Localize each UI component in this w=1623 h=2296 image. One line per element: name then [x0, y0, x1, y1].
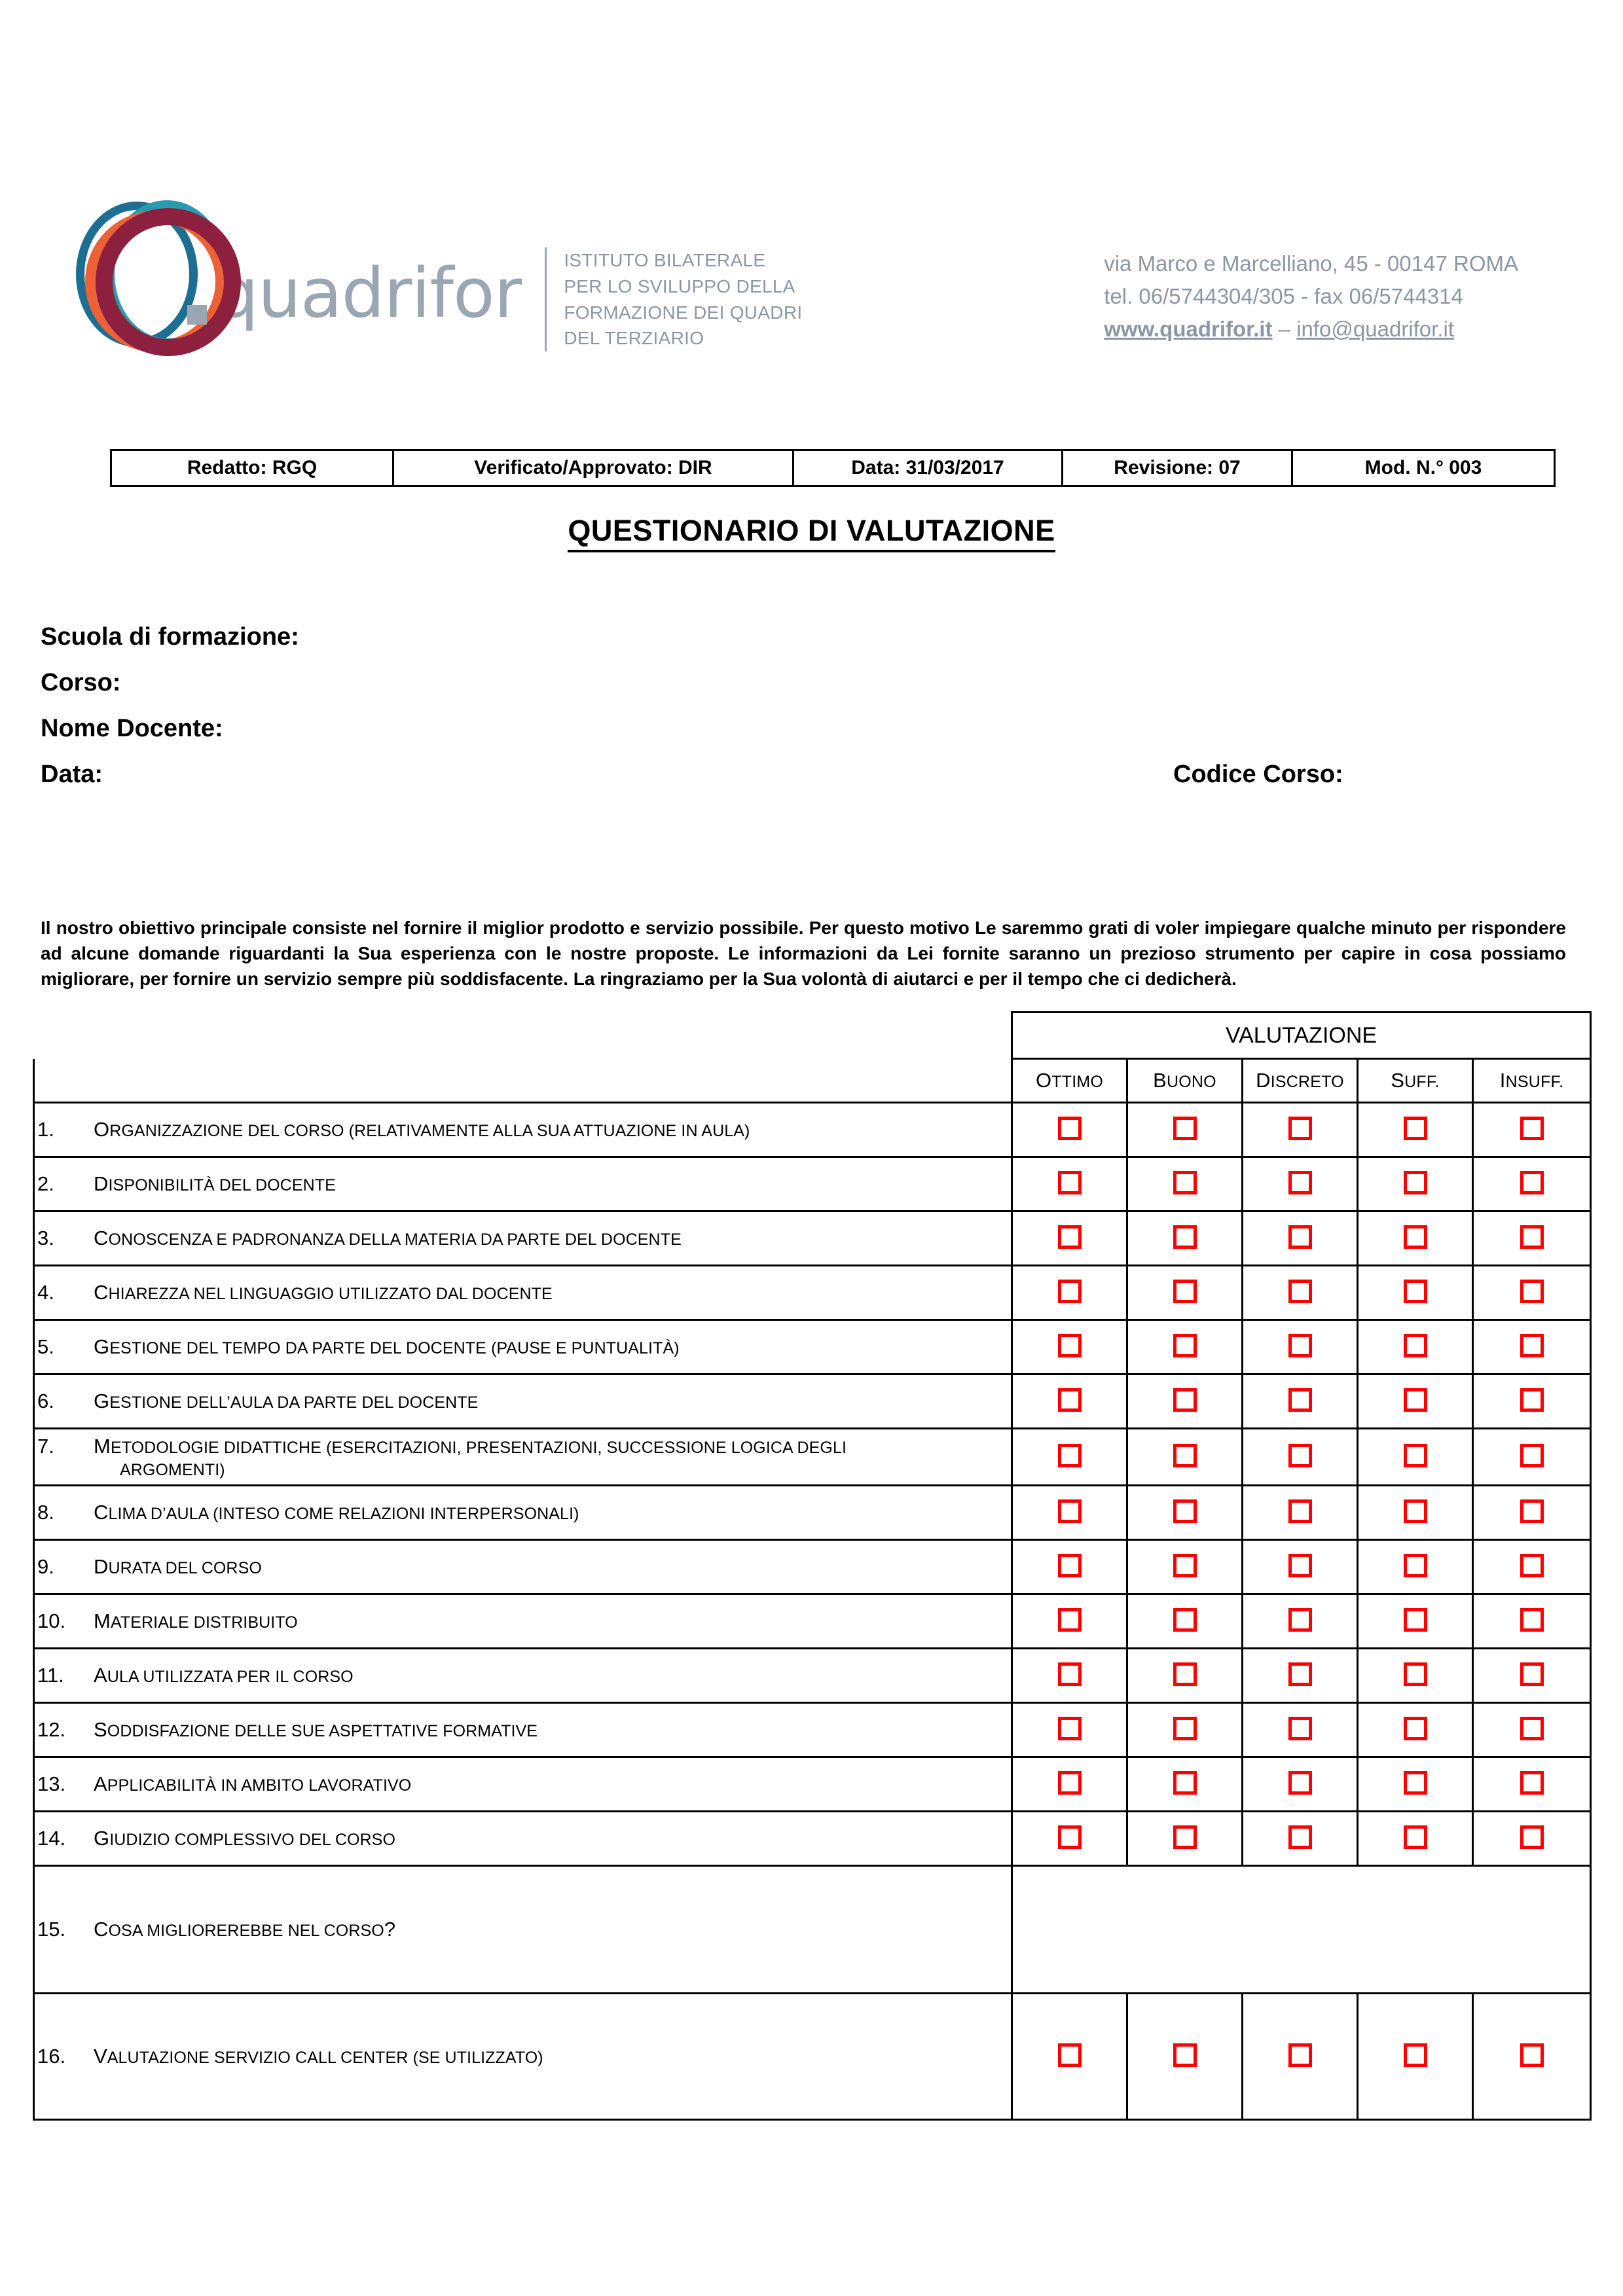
checkbox-suff[interactable]	[1404, 1771, 1427, 1795]
meta-modulo: Mod. N.° 003	[1292, 450, 1555, 486]
logo-rings-icon	[72, 196, 232, 350]
checkbox-insuff[interactable]	[1520, 1662, 1544, 1686]
checkbox-buono[interactable]	[1173, 1280, 1197, 1303]
checkbox-suff[interactable]	[1404, 1662, 1427, 1686]
question-text: CLIMA D’AULA (INTESO COME RELAZIONI INTERPERSONALI)	[94, 1500, 579, 1524]
checkbox-ottimo[interactable]	[1058, 1334, 1082, 1357]
question-cell-2	[34, 1157, 1012, 1211]
question-cell-7	[34, 1429, 1012, 1486]
question-cell-5	[34, 1320, 1012, 1374]
meta-redatto: Redatto: RGQ	[111, 450, 393, 486]
table-header-row	[34, 1059, 1591, 1103]
logo-tagline-line-2: PER LO SVILUPPO DELLA	[564, 276, 795, 296]
meta-data: Data: 31/03/2017	[793, 450, 1063, 486]
checkbox-discreto[interactable]	[1288, 1171, 1312, 1194]
field-data-row	[41, 761, 1573, 806]
checkbox-cell-buono[interactable]	[1127, 1757, 1243, 1812]
checkbox-cell-ottimo[interactable]	[1012, 1540, 1127, 1594]
logo-tagline-line-4: DEL TERZIARIO	[564, 328, 704, 349]
empty-corner-cell	[34, 1013, 1012, 1059]
checkbox-cell-ottimo[interactable]	[1012, 1266, 1127, 1320]
checkbox-cell-discreto[interactable]	[1243, 1211, 1358, 1266]
checkbox-ottimo[interactable]	[1058, 1771, 1082, 1795]
checkbox-cell-buono[interactable]	[1127, 1266, 1243, 1320]
question-number: 4.	[37, 1280, 54, 1304]
checkbox-cell-ottimo[interactable]	[1012, 1157, 1127, 1211]
checkbox-insuff[interactable]	[1520, 1444, 1544, 1467]
checkbox-suff[interactable]	[1404, 1225, 1427, 1249]
field-scuola-row	[41, 623, 1573, 669]
checkbox-discreto[interactable]	[1288, 1662, 1312, 1686]
table-row	[34, 1429, 1591, 1486]
question-column-header	[34, 1059, 1012, 1103]
checkbox-ottimo[interactable]	[1058, 1444, 1082, 1467]
checkbox-cell-buono[interactable]	[1127, 1540, 1243, 1594]
checkbox-cell-suff[interactable]	[1358, 1812, 1473, 1866]
checkbox-ottimo[interactable]	[1058, 1825, 1082, 1849]
checkbox-cell-discreto[interactable]	[1243, 1649, 1358, 1703]
checkbox-cell-insuff[interactable]	[1473, 1211, 1591, 1266]
table-row	[34, 1266, 1591, 1320]
checkbox-discreto[interactable]	[1288, 1334, 1312, 1357]
table-row	[34, 1103, 1591, 1157]
contact-address: via Marco e Marcelliano, 45 - 00147 ROMA	[1104, 251, 1518, 276]
checkbox-cell-ottimo[interactable]	[1012, 1703, 1127, 1757]
checkbox-cell-suff[interactable]	[1358, 1703, 1473, 1757]
checkbox-cell-insuff[interactable]	[1473, 1266, 1591, 1320]
checkbox-discreto[interactable]	[1288, 1444, 1312, 1467]
contact-phone: tel. 06/5744304/305 - fax 06/5744314	[1104, 284, 1463, 309]
checkbox-cell-discreto[interactable]	[1243, 1429, 1358, 1486]
checkbox-cell-buono[interactable]	[1127, 1812, 1243, 1866]
rating-column-insuff: INSUFF.	[1473, 1059, 1591, 1103]
checkbox-insuff[interactable]	[1520, 1388, 1544, 1412]
table-row	[34, 1866, 1591, 1994]
checkbox-insuff[interactable]	[1520, 1499, 1544, 1523]
contact-web-line	[1104, 313, 1518, 346]
checkbox-cell-ottimo[interactable]	[1012, 1320, 1127, 1374]
checkbox-cell-ottimo[interactable]	[1012, 1649, 1127, 1703]
question-text: MATERIALE DISTRIBUITO	[94, 1609, 298, 1632]
checkbox-cell-discreto[interactable]	[1243, 1812, 1358, 1866]
field-data-label: Data:	[41, 761, 103, 788]
checkbox-insuff[interactable]	[1520, 1717, 1544, 1740]
question-text: GESTIONE DELL’AULA DA PARTE DEL DOCENTE	[94, 1389, 479, 1412]
checkbox-cell-ottimo[interactable]	[1012, 1211, 1127, 1266]
checkbox-cell-insuff[interactable]	[1473, 1320, 1591, 1374]
checkbox-ottimo[interactable]	[1058, 2043, 1082, 2067]
question-number: 15.	[37, 1917, 66, 1941]
checkbox-insuff[interactable]	[1520, 2043, 1544, 2067]
checkbox-cell-ottimo[interactable]	[1012, 1757, 1127, 1812]
checkbox-ottimo[interactable]	[1058, 1225, 1082, 1249]
checkbox-cell-buono[interactable]	[1127, 1211, 1243, 1266]
checkbox-cell-buono[interactable]	[1127, 1486, 1243, 1540]
logo-tagline	[545, 247, 802, 351]
table-header-group-row	[34, 1013, 1591, 1059]
checkbox-discreto[interactable]	[1288, 1717, 1312, 1740]
question-cell-8	[34, 1486, 1012, 1540]
checkbox-ottimo[interactable]	[1058, 1499, 1082, 1523]
letterhead	[0, 0, 1623, 419]
checkbox-discreto[interactable]	[1288, 1388, 1312, 1412]
table-row	[34, 1757, 1591, 1812]
question-cell-13	[34, 1757, 1012, 1812]
checkbox-discreto[interactable]	[1288, 1280, 1312, 1303]
checkbox-cell-suff[interactable]	[1358, 1649, 1473, 1703]
checkbox-cell-ottimo[interactable]	[1012, 1103, 1127, 1157]
checkbox-suff[interactable]	[1404, 1280, 1427, 1303]
checkbox-buono[interactable]	[1173, 1388, 1197, 1412]
checkbox-ottimo[interactable]	[1058, 1662, 1082, 1686]
checkbox-cell-insuff[interactable]	[1473, 1649, 1591, 1703]
checkbox-cell-ottimo[interactable]	[1012, 1486, 1127, 1540]
checkbox-discreto[interactable]	[1288, 1554, 1312, 1577]
checkbox-ottimo[interactable]	[1058, 1280, 1082, 1303]
checkbox-cell-ottimo[interactable]	[1012, 1994, 1127, 2120]
logo-wordmark: quadrifor	[215, 253, 522, 333]
question-text: DURATA DEL CORSO	[94, 1554, 262, 1578]
checkbox-insuff[interactable]	[1520, 1608, 1544, 1632]
evaluation-table-body	[34, 1103, 1591, 2120]
checkbox-discreto[interactable]	[1288, 1499, 1312, 1523]
checkbox-cell-ottimo[interactable]	[1012, 1594, 1127, 1649]
checkbox-suff[interactable]	[1404, 1717, 1427, 1740]
checkbox-cell-discreto[interactable]	[1243, 1374, 1358, 1429]
checkbox-cell-buono[interactable]	[1127, 1320, 1243, 1374]
checkbox-ottimo[interactable]	[1058, 1388, 1082, 1412]
checkbox-ottimo[interactable]	[1058, 1717, 1082, 1740]
website-link[interactable]: www.quadrifor.it	[1104, 317, 1273, 342]
checkbox-discreto[interactable]	[1288, 1117, 1312, 1140]
checkbox-cell-suff[interactable]	[1358, 1429, 1473, 1486]
question-number: 11.	[37, 1663, 64, 1687]
checkbox-cell-buono[interactable]	[1127, 1103, 1243, 1157]
question-number: 16.	[37, 2044, 66, 2068]
checkbox-cell-buono[interactable]	[1127, 1594, 1243, 1649]
checkbox-cell-suff[interactable]	[1358, 1211, 1473, 1266]
checkbox-cell-buono[interactable]	[1127, 1374, 1243, 1429]
field-docente-row	[41, 715, 1573, 761]
checkbox-cell-suff[interactable]	[1358, 1266, 1473, 1320]
logo-tagline-line-3: FORMAZIONE DEI QUADRI	[564, 302, 803, 323]
question-number: 6.	[37, 1389, 54, 1412]
question-number: 12.	[37, 1717, 66, 1741]
valutazione-group-header: VALUTAZIONE	[1012, 1013, 1591, 1059]
checkbox-cell-discreto[interactable]	[1243, 1540, 1358, 1594]
checkbox-insuff[interactable]	[1520, 1117, 1544, 1140]
question-number: 2.	[37, 1172, 54, 1195]
checkbox-cell-discreto[interactable]	[1243, 1703, 1358, 1757]
checkbox-cell-buono[interactable]	[1127, 1429, 1243, 1486]
checkbox-buono[interactable]	[1173, 1771, 1197, 1795]
checkbox-buono[interactable]	[1173, 1225, 1197, 1249]
checkbox-cell-insuff[interactable]	[1473, 1994, 1591, 2120]
document-meta-table	[110, 449, 1556, 487]
checkbox-buono[interactable]	[1173, 2043, 1197, 2067]
checkbox-suff[interactable]	[1404, 1334, 1427, 1357]
rating-column-suff: SUFF.	[1358, 1059, 1473, 1103]
checkbox-buono[interactable]	[1173, 1334, 1197, 1357]
table-row	[34, 1374, 1591, 1429]
checkbox-cell-ottimo[interactable]	[1012, 1374, 1127, 1429]
table-row	[34, 1540, 1591, 1594]
question-number: 13.	[37, 1772, 66, 1795]
checkbox-insuff[interactable]	[1520, 1771, 1544, 1795]
checkbox-buono[interactable]	[1173, 1117, 1197, 1140]
checkbox-cell-suff[interactable]	[1358, 1103, 1473, 1157]
checkbox-cell-buono[interactable]	[1127, 1994, 1243, 2120]
field-codice-corso-label: Codice Corso:	[1173, 761, 1343, 788]
table-row	[34, 1703, 1591, 1757]
checkbox-discreto[interactable]	[1288, 1771, 1312, 1795]
checkbox-cell-discreto[interactable]	[1243, 1994, 1358, 2120]
checkbox-suff[interactable]	[1404, 1117, 1427, 1140]
question-number: 5.	[37, 1335, 54, 1358]
rating-column-discreto: DISCRETO	[1243, 1059, 1358, 1103]
checkbox-cell-suff[interactable]	[1358, 1486, 1473, 1540]
checkbox-insuff[interactable]	[1520, 1825, 1544, 1849]
question-cell-6	[34, 1374, 1012, 1429]
checkbox-discreto[interactable]	[1288, 1825, 1312, 1849]
checkbox-cell-suff[interactable]	[1358, 1320, 1473, 1374]
rating-column-ottimo: OTTIMO	[1012, 1059, 1127, 1103]
checkbox-cell-suff[interactable]	[1358, 1994, 1473, 2120]
question-cell-14	[34, 1812, 1012, 1866]
page-title-text: QUESTIONARIO DI VALUTAZIONE	[568, 514, 1055, 552]
field-corso-label: Corso:	[41, 669, 121, 696]
checkbox-suff[interactable]	[1404, 1825, 1427, 1849]
checkbox-cell-insuff[interactable]	[1473, 1594, 1591, 1649]
table-row	[34, 1157, 1591, 1211]
checkbox-cell-discreto[interactable]	[1243, 1757, 1358, 1812]
rating-column-buono: BUONO	[1127, 1059, 1243, 1103]
checkbox-cell-suff[interactable]	[1358, 1157, 1473, 1211]
checkbox-suff[interactable]	[1404, 1554, 1427, 1577]
table-row	[34, 1320, 1591, 1374]
checkbox-cell-insuff[interactable]	[1473, 1540, 1591, 1594]
question-number: 8.	[37, 1500, 54, 1524]
checkbox-discreto[interactable]	[1288, 1225, 1312, 1249]
question-number: 7.	[37, 1434, 54, 1458]
question-text: VALUTAZIONE SERVIZIO CALL CENTER (SE UTILIZZATO)	[94, 2044, 543, 2068]
checkbox-cell-suff[interactable]	[1358, 1594, 1473, 1649]
question-cell-1	[34, 1103, 1012, 1157]
question-cell-4	[34, 1266, 1012, 1320]
question-cell-3	[34, 1211, 1012, 1266]
question-text: ORGANIZZAZIONE DEL CORSO (RELATIVAMENTE ALLA SUA ATTUAZIONE IN AULA)	[94, 1117, 750, 1141]
checkbox-ottimo[interactable]	[1058, 1171, 1082, 1194]
checkbox-buono[interactable]	[1173, 1717, 1197, 1740]
question-number: 9.	[37, 1554, 54, 1578]
evaluation-table	[33, 1011, 1592, 2121]
checkbox-cell-discreto[interactable]	[1243, 1594, 1358, 1649]
checkbox-cell-insuff[interactable]	[1473, 1157, 1591, 1211]
question-text: CHIAREZZA NEL LINGUAGGIO UTILIZZATO DAL DOCENTE	[94, 1280, 553, 1304]
question-cell-11	[34, 1649, 1012, 1703]
checkbox-insuff[interactable]	[1520, 1225, 1544, 1249]
logo-tagline-line-1: ISTITUTO BILATERALE	[564, 250, 766, 270]
checkbox-buono[interactable]	[1173, 1825, 1197, 1849]
checkbox-buono[interactable]	[1173, 1608, 1197, 1632]
question-text: GIUDIZIO COMPLESSIVO DEL CORSO	[94, 1826, 395, 1850]
checkbox-ottimo[interactable]	[1058, 1608, 1082, 1632]
field-corso-row	[41, 669, 1573, 715]
question-cell-9	[34, 1540, 1012, 1594]
checkbox-cell-insuff[interactable]	[1473, 1812, 1591, 1866]
table-row	[34, 1994, 1591, 2120]
logo-ring-maroon-icon	[96, 208, 241, 356]
checkbox-cell-insuff[interactable]	[1473, 1429, 1591, 1486]
table-row	[34, 1594, 1591, 1649]
checkbox-buono[interactable]	[1173, 1171, 1197, 1194]
checkbox-buono[interactable]	[1173, 1444, 1197, 1467]
contact-separator: –	[1272, 317, 1297, 342]
question-text: AULA UTILIZZATA PER IL CORSO	[94, 1663, 354, 1687]
checkbox-buono[interactable]	[1173, 1554, 1197, 1577]
checkbox-ottimo[interactable]	[1058, 1554, 1082, 1577]
checkbox-insuff[interactable]	[1520, 1554, 1544, 1577]
checkbox-insuff[interactable]	[1520, 1171, 1544, 1194]
checkbox-insuff[interactable]	[1520, 1334, 1544, 1357]
checkbox-suff[interactable]	[1404, 1171, 1427, 1194]
question-cell-10	[34, 1594, 1012, 1649]
question-number: 1.	[37, 1117, 54, 1141]
table-row	[111, 450, 1555, 486]
question-text: SODDISFAZIONE DELLE SUE ASPETTATIVE FORMATIVE	[94, 1717, 538, 1741]
question-text: GESTIONE DEL TEMPO DA PARTE DEL DOCENTE (PAUSE E PUNTUALITÀ)	[94, 1335, 680, 1358]
meta-revisione: Revisione: 07	[1063, 450, 1292, 486]
checkbox-discreto[interactable]	[1288, 2043, 1312, 2067]
checkbox-cell-ottimo[interactable]	[1012, 1429, 1127, 1486]
checkbox-cell-suff[interactable]	[1358, 1757, 1473, 1812]
checkbox-suff[interactable]	[1404, 1608, 1427, 1632]
question-text: APPLICABILITÀ IN AMBITO LAVORATIVO	[94, 1772, 412, 1795]
quadrifor-logo	[72, 196, 802, 351]
field-docente-label: Nome Docente:	[41, 715, 223, 742]
question-cell-12	[34, 1703, 1012, 1757]
question-number: 14.	[37, 1826, 66, 1850]
checkbox-cell-insuff[interactable]	[1473, 1103, 1591, 1157]
checkbox-suff[interactable]	[1404, 1388, 1427, 1412]
checkbox-cell-insuff[interactable]	[1473, 1486, 1591, 1540]
table-row	[34, 1812, 1591, 1866]
page-title	[0, 514, 1623, 548]
checkbox-suff[interactable]	[1404, 2043, 1427, 2067]
checkbox-suff[interactable]	[1404, 1444, 1427, 1467]
table-row	[34, 1649, 1591, 1703]
checkbox-cell-ottimo[interactable]	[1012, 1812, 1127, 1866]
checkbox-cell-insuff[interactable]	[1473, 1703, 1591, 1757]
open-answer-area[interactable]	[1012, 1866, 1591, 1994]
question-text: COSA MIGLIOREREBBE NEL CORSO?	[94, 1917, 396, 1941]
logo-square-icon	[187, 305, 207, 325]
checkbox-buono[interactable]	[1173, 1499, 1197, 1523]
checkbox-cell-discreto[interactable]	[1243, 1320, 1358, 1374]
checkbox-ottimo[interactable]	[1058, 1117, 1082, 1140]
field-scuola-label: Scuola di formazione:	[41, 623, 299, 651]
checkbox-suff[interactable]	[1404, 1499, 1427, 1523]
question-number: 3.	[37, 1226, 54, 1249]
contact-block	[1104, 247, 1518, 346]
checkbox-cell-suff[interactable]	[1358, 1540, 1473, 1594]
table-row	[34, 1486, 1591, 1540]
checkbox-insuff[interactable]	[1520, 1280, 1544, 1303]
table-row	[34, 1211, 1591, 1266]
checkbox-cell-buono[interactable]	[1127, 1649, 1243, 1703]
form-fields	[41, 623, 1573, 806]
checkbox-buono[interactable]	[1173, 1662, 1197, 1686]
meta-verificato: Verificato/Approvato: DIR	[393, 450, 793, 486]
checkbox-cell-insuff[interactable]	[1473, 1757, 1591, 1812]
checkbox-cell-suff[interactable]	[1358, 1374, 1473, 1429]
checkbox-cell-discreto[interactable]	[1243, 1157, 1358, 1211]
question-text: DISPONIBILITÀ DEL DOCENTE	[94, 1172, 336, 1195]
intro-paragraph: Il nostro obiettivo principale consiste nel fornire il miglior prodotto e servizio possibile. Per questo motivo Le saremmo grati di voler impiegare qualche minuto per rispondere ad alcune domande riguardanti la Sua esperienza con le nostre proposte. Le informazioni da Lei fornite saranno un prezioso strumento per capire in cosa possiamo migliorare, per fornire un servizio sempre più soddisfacente. La ringraziamo per la Sua volontà di aiutarci e per il tempo che ci dedicherà.	[41, 918, 1566, 990]
question-text: CONOSCENZA E PADRONANZA DELLA MATERIA DA PARTE DEL DOCENTE	[94, 1226, 682, 1249]
checkbox-cell-insuff[interactable]	[1473, 1374, 1591, 1429]
question-cell-16	[34, 1994, 1012, 2120]
checkbox-cell-buono[interactable]	[1127, 1703, 1243, 1757]
checkbox-cell-discreto[interactable]	[1243, 1486, 1358, 1540]
checkbox-cell-discreto[interactable]	[1243, 1266, 1358, 1320]
question-text: METODOLOGIE DIDATTICHE (ESERCITAZIONI, PRESENTAZIONI, SUCCESSIONE LOGICA DEGLI ARGOMENTI)	[94, 1434, 847, 1479]
checkbox-discreto[interactable]	[1288, 1608, 1312, 1632]
checkbox-cell-discreto[interactable]	[1243, 1103, 1358, 1157]
email-link[interactable]: info@quadrifor.it	[1296, 317, 1454, 342]
question-cell-15	[34, 1866, 1012, 1994]
checkbox-cell-buono[interactable]	[1127, 1157, 1243, 1211]
question-number: 10.	[37, 1609, 66, 1632]
